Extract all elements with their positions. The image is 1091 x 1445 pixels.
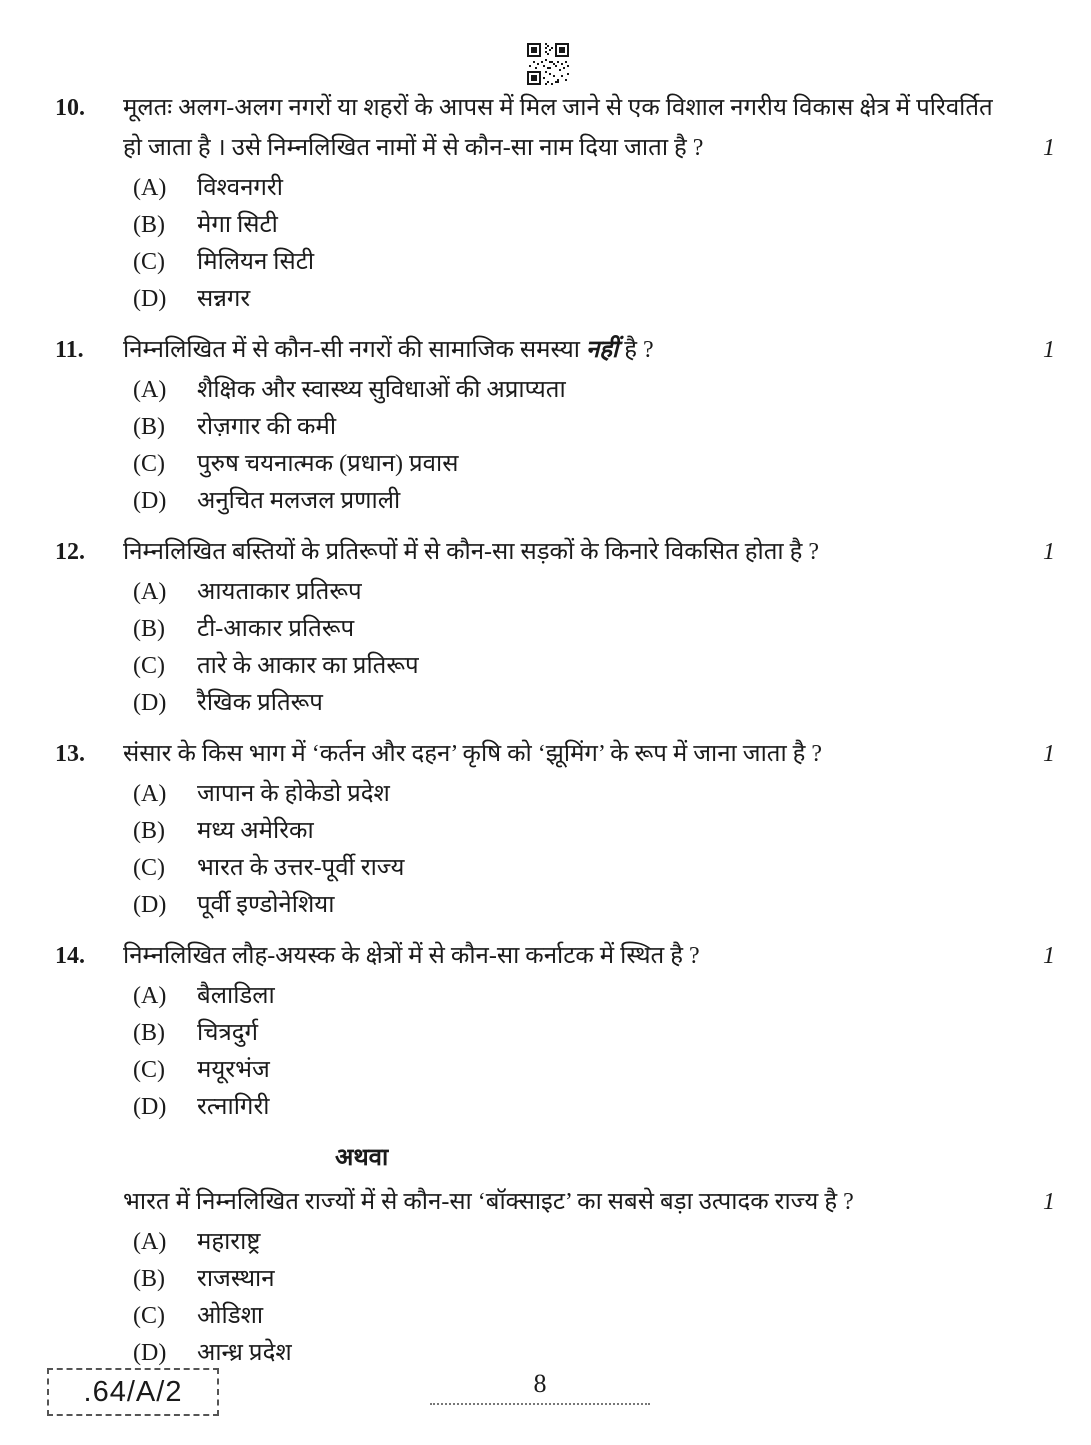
option-label: (B): [133, 212, 165, 238]
question-text: निम्नलिखित बस्तियों के प्रतिरूपों में से कौन-सा सड़कों के किनारे विकसित होता है ?: [123, 539, 819, 565]
option-label: (A): [133, 579, 167, 605]
option-label: (C): [133, 653, 165, 679]
option-row: [133, 170, 1055, 207]
option-row: [133, 574, 1055, 611]
question-10: [55, 88, 1055, 318]
option-row: [133, 648, 1055, 685]
question-12: [55, 532, 1055, 722]
option-text: पुरुष चयनात्मक (प्रधान) प्रवास: [197, 451, 459, 477]
questions-section: [55, 88, 1055, 1384]
option-row: [133, 483, 1055, 520]
option-text: टी-आकार प्रतिरूप: [197, 616, 355, 642]
question-marks: 1: [1043, 943, 1055, 969]
question-text: मूलतः अलग-अलग नगरों या शहरों के आपस में मिल जाने से एक विशाल नगरीय विकास क्षेत्र में परिवर्तित हो जाता है । उसे निम्नलिखित नामों में से कौन-सा नाम दिया जाता है ?: [123, 95, 993, 161]
option-label: (D): [133, 892, 167, 918]
option-row: [133, 850, 1055, 887]
option-row: [133, 1052, 1055, 1089]
question-number: 14.: [55, 943, 85, 969]
option-text: भारत के उत्तर-पूर्वी राज्य: [197, 855, 405, 881]
option-row: [133, 1089, 1055, 1126]
or-separator: अथवा: [335, 1145, 389, 1171]
option-text: ओडिशा: [197, 1303, 264, 1329]
option-text: जापान के होकेडो प्रदेश: [197, 781, 390, 807]
paper-code-box: [47, 1368, 219, 1416]
option-text: शैक्षिक और स्वास्थ्य सुविधाओं की अप्राप्यता: [197, 377, 566, 403]
option-row: [133, 776, 1055, 813]
option-label: (A): [133, 377, 167, 403]
option-row: [133, 1224, 1055, 1261]
option-label: (C): [133, 1057, 165, 1083]
question-marks: 1: [1043, 1189, 1055, 1215]
option-row: [133, 813, 1055, 850]
question-number: 13.: [55, 741, 85, 767]
option-text: मिलियन सिटी: [197, 249, 315, 275]
option-row: [133, 685, 1055, 722]
option-text: मध्य अमेरिका: [197, 818, 314, 844]
options-list: [133, 776, 1055, 924]
option-label: (C): [133, 249, 165, 275]
option-row: [133, 446, 1055, 483]
option-text: पूर्वी इण्डोनेशिया: [197, 892, 335, 918]
option-text: आयताकार प्रतिरूप: [197, 579, 362, 605]
option-row: [133, 1335, 1055, 1372]
question-13: [55, 734, 1055, 924]
question-text-emphasis: नहीं: [585, 337, 619, 363]
options-list: [133, 170, 1055, 318]
option-row: [133, 244, 1055, 281]
option-row: [133, 887, 1055, 924]
question-text-part: है ?: [618, 337, 654, 363]
options-list: [133, 978, 1055, 1126]
question-text: भारत में निम्नलिखित राज्यों में से कौन-सा ‘बॉक्साइट’ का सबसे बड़ा उत्पादक राज्य है ?: [123, 1189, 854, 1215]
option-text: राजस्थान: [197, 1266, 275, 1292]
option-label: (D): [133, 286, 167, 312]
option-row: [133, 1261, 1055, 1298]
page-number: 8: [430, 1368, 650, 1405]
option-label: (C): [133, 451, 165, 477]
question-number: 11.: [55, 337, 84, 363]
option-label: (B): [133, 1266, 165, 1292]
option-label: (A): [133, 781, 167, 807]
question-text: [123, 330, 1017, 370]
option-label: (A): [133, 983, 167, 1009]
option-label: (D): [133, 488, 167, 514]
option-row: [133, 1298, 1055, 1335]
option-label: (B): [133, 1020, 165, 1046]
qr-code-icon: [527, 42, 569, 86]
option-text: रत्नागिरी: [197, 1094, 270, 1120]
option-row: [133, 207, 1055, 244]
option-label: (B): [133, 616, 165, 642]
question-number: 10.: [55, 95, 85, 121]
option-text: तारे के आकार का प्रतिरूप: [197, 653, 419, 679]
paper-code: .64/A/2: [83, 1375, 183, 1408]
option-row: [133, 409, 1055, 446]
option-row: [133, 281, 1055, 318]
option-text: विश्वनगरी: [197, 175, 283, 201]
option-text: सन्नगर: [197, 286, 251, 312]
question-11: [55, 330, 1055, 520]
option-text: चित्रदुर्ग: [197, 1020, 258, 1046]
option-text: अनुचित मलजल प्रणाली: [197, 488, 401, 514]
option-text: मयूरभंज: [197, 1057, 270, 1083]
option-label: (B): [133, 414, 165, 440]
option-label: (C): [133, 855, 165, 881]
question-marks: 1: [1043, 741, 1055, 767]
option-row: [133, 978, 1055, 1015]
option-row: [133, 611, 1055, 648]
options-list: [133, 1224, 1055, 1372]
question-number: [55, 1182, 123, 1222]
question-text: संसार के किस भाग में ‘कर्तन और दहन’ कृषि को ‘झूमिंग’ के रूप में जाना जाता है ?: [123, 741, 823, 767]
question-marks: 1: [1043, 337, 1055, 363]
option-text: बैलाडिला: [197, 983, 275, 1009]
options-list: [133, 372, 1055, 520]
question-text-part: निम्नलिखित में से कौन-सी नगरों की सामाजिक समस्या: [123, 337, 586, 363]
option-text: मेगा सिटी: [197, 212, 278, 238]
question-14-alternative: [55, 1182, 1055, 1372]
option-row: [133, 372, 1055, 409]
option-label: (D): [133, 690, 167, 716]
option-label: (A): [133, 1229, 167, 1255]
option-text: रैखिक प्रतिरूप: [197, 690, 323, 716]
question-marks: 1: [1043, 135, 1055, 161]
question-text: निम्नलिखित लौह-अयस्क के क्षेत्रों में से कौन-सा कर्नाटक में स्थित है ?: [123, 943, 700, 969]
option-text: महाराष्ट्र: [197, 1229, 261, 1255]
option-label: (A): [133, 175, 167, 201]
option-label: (C): [133, 1303, 165, 1329]
question-marks: 1: [1043, 539, 1055, 565]
question-14: [55, 936, 1055, 1126]
option-label: (D): [133, 1094, 167, 1120]
options-list: [133, 574, 1055, 722]
option-text: रोज़गार की कमी: [197, 414, 337, 440]
option-text: आन्ध्र प्रदेश: [197, 1340, 292, 1366]
option-label: (B): [133, 818, 165, 844]
option-row: [133, 1015, 1055, 1052]
question-number: 12.: [55, 539, 85, 565]
option-label: (D): [133, 1340, 167, 1366]
